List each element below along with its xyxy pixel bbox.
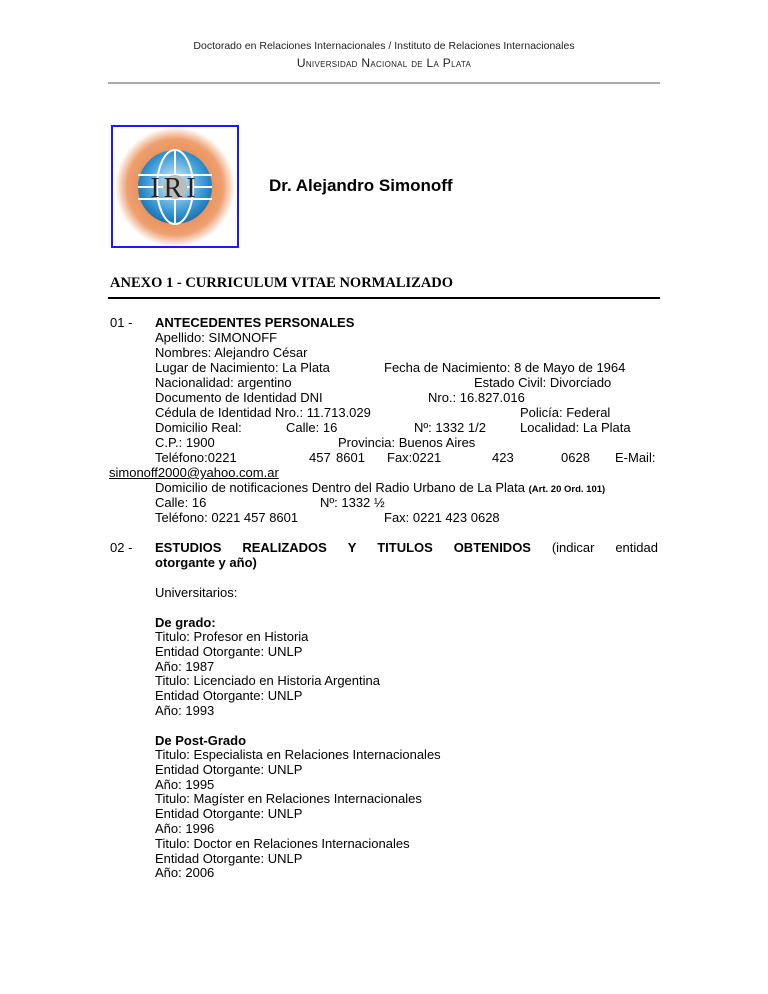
list-item: Titulo: Licenciado en Historia Argentina <box>155 673 380 689</box>
lugar-nacimiento: Lugar de Nacimiento: La Plata <box>155 360 330 375</box>
list-item: Titulo: Especialista en Relaciones Internacionales <box>155 747 441 762</box>
codigo-postal: C.P.: 1900 <box>155 435 215 450</box>
telefono-part: 8601 <box>336 450 365 465</box>
fax: Fax:0221 <box>387 450 442 465</box>
list-item: Año: 1987 <box>155 658 215 674</box>
annex-divider <box>108 297 660 299</box>
list-item: Año: 1995 <box>155 776 215 792</box>
list-item: Entidad Otorgante: UNLP <box>155 643 303 659</box>
notif-fax: Fax: 0221 423 0628 <box>384 510 500 525</box>
title-word: OBTENIDOS <box>453 540 531 555</box>
section-number: 02 - <box>110 540 133 555</box>
header-divider <box>108 82 660 84</box>
list-item: Titulo: Profesor en Historia <box>155 629 309 644</box>
notificaciones-ref: (Art. 20 Ord. 101) <box>528 484 606 495</box>
list-item: Año: 2006 <box>155 865 215 881</box>
title-note: (indicar <box>551 540 595 555</box>
nombres: Nombres: Alejandro César <box>155 345 308 360</box>
fax-part: 423 <box>492 450 514 465</box>
grado-list <box>155 630 380 719</box>
list-item: Entidad Otorgante: UNLP <box>155 850 303 866</box>
numero: Nº: 1332 1/2 <box>414 420 486 435</box>
calle: Calle: 16 <box>286 420 338 435</box>
domicilio-real: Domicilio Real: <box>155 420 242 435</box>
policia: Policía: Federal <box>520 405 611 420</box>
estado-civil: Estado Civil: Divorciado <box>474 375 612 390</box>
nacionalidad: Nacionalidad: argentino <box>155 375 292 390</box>
cedula: Cédula de Identidad Nro.: 11.713.029 <box>155 405 371 420</box>
section-title: ANTECEDENTES PERSONALES <box>155 315 355 330</box>
list-item: Entidad Otorgante: UNLP <box>155 806 303 822</box>
annex-title: ANEXO 1 - CURRICULUM VITAE NORMALIZADO <box>110 275 454 291</box>
list-item: Titulo: Magíster en Relaciones Internacionales <box>155 791 422 807</box>
list-item: Entidad Otorgante: UNLP <box>155 688 303 704</box>
section-title-line2: otorgante y año) <box>155 555 257 570</box>
posgrado-heading: De Post-Grado <box>155 733 247 748</box>
list-item: Entidad Otorgante: UNLP <box>155 761 303 777</box>
section-number: 01 - <box>110 315 133 330</box>
person-name: Dr. Alejandro Simonoff <box>269 176 453 195</box>
title-word: Y <box>347 540 357 555</box>
grado-heading: De grado: <box>155 615 216 630</box>
notif-numero: Nº: 1332 ½ <box>320 495 385 510</box>
fax-part: 0628 <box>561 450 590 465</box>
section-title <box>155 540 658 555</box>
telefono: Teléfono:0221 <box>155 450 237 465</box>
documento-nro: Nro.: 16.827.016 <box>428 390 525 405</box>
header-institution: Doctorado en Relaciones Internacionales / Instituto de Relaciones Internacionales <box>193 40 575 52</box>
telefono-part: 457 <box>309 450 331 465</box>
list-item: Titulo: Doctor en Relaciones Internacionales <box>155 835 410 851</box>
provincia: Provincia: Buenos Aires <box>338 435 476 450</box>
header-university: Universidad Nacional de La Plata <box>296 56 472 70</box>
apellido: Apellido: SIMONOFF <box>155 330 278 345</box>
notif-telefono: Teléfono: 0221 457 8601 <box>155 510 299 525</box>
title-word: REALIZADOS <box>242 540 327 555</box>
notif-calle: Calle: 16 <box>155 495 207 510</box>
notificaciones-text: Domicilio de notificaciones Dentro del Radio Urbano de La Plata <box>155 480 525 495</box>
email-link[interactable]: simonoff2000@yahoo.com.ar <box>109 465 279 480</box>
fecha-nacimiento: Fecha de Nacimiento: 8 de Mayo de 1964 <box>384 360 626 375</box>
universitarios-label: Universitarios: <box>155 585 238 600</box>
svg-text:IRI: IRI <box>150 173 200 204</box>
iri-logo <box>111 125 239 248</box>
title-word: TITULOS <box>377 540 433 555</box>
posgrado-list <box>155 748 441 881</box>
documento: Documento de Identidad DNI <box>155 390 323 405</box>
list-item: Año: 1996 <box>155 820 215 836</box>
title-note: entidad <box>615 540 658 555</box>
list-item: Año: 1993 <box>155 702 215 718</box>
email-label: E-Mail: <box>615 450 656 465</box>
localidad: Localidad: La Plata <box>520 420 631 435</box>
title-word: ESTUDIOS <box>155 540 222 555</box>
